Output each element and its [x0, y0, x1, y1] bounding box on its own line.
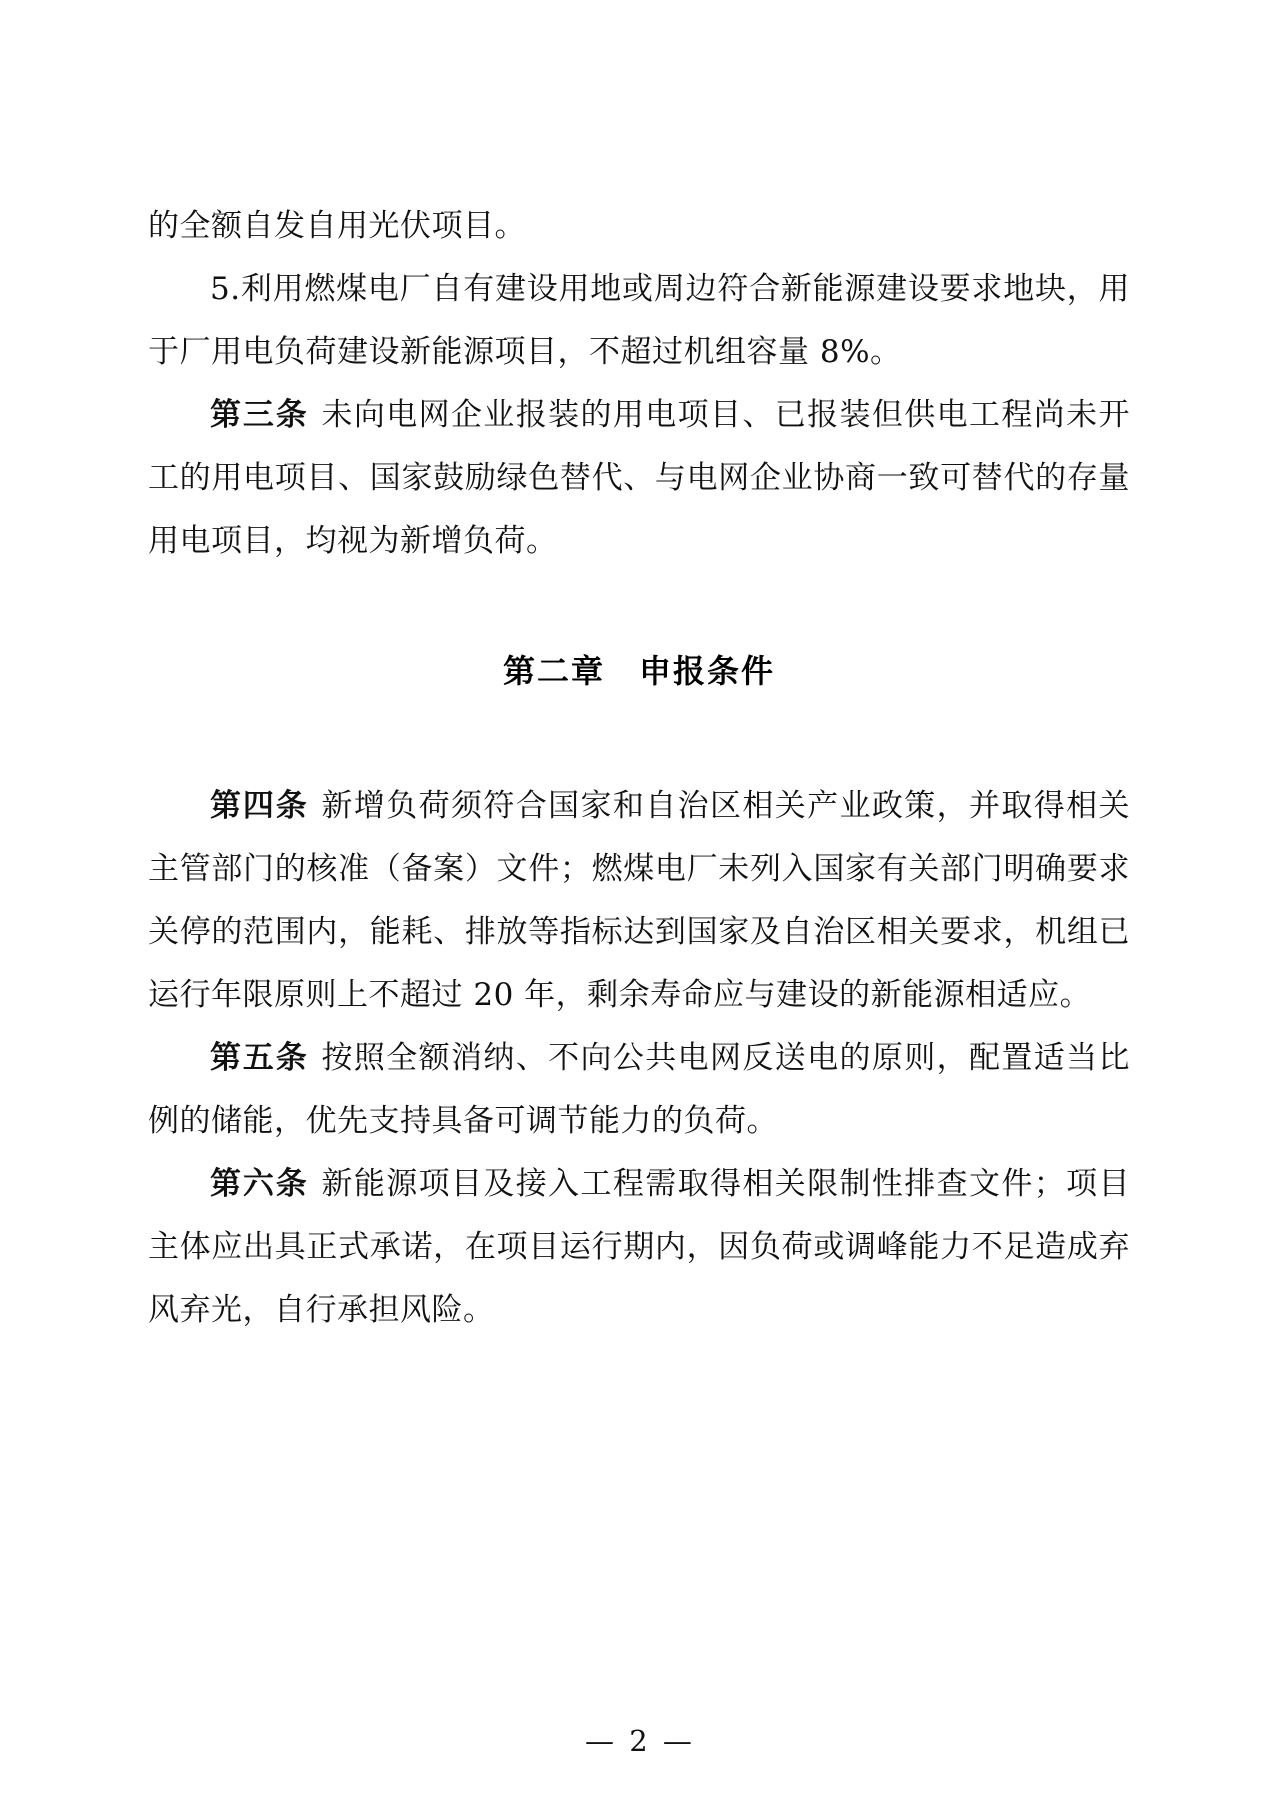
article-4-text: 新增负荷须符合国家和自治区相关产业政策，并取得相关主管部门的核准（备案）文件；燃煤电厂未列入国家有关部门明确要求关停的范围内，能耗、排放等指标达到国家及自治区相关要求，机组已运行年限原则上不超过 20 年，剩余寿命应与建设的新能源相适应。 [148, 788, 1130, 1013]
paragraph-article-6 [148, 1153, 1130, 1342]
article-3-text: 未向电网企业报装的用电项目、已报装但供电工程尚未开工的用电项目、国家鼓励绿色替代、与电网企业协商一致可替代的存量用电项目，均视为新增负荷。 [148, 397, 1130, 559]
paragraph-continuation: 的全额自发自用光伏项目。 [148, 208, 526, 244]
paragraph-article-4 [148, 775, 1130, 1027]
page-number: — 2 — [585, 1724, 695, 1758]
paragraph-item-5: 5.利用燃煤电厂自有建设用地或周边符合新能源建设要求地块，用于厂用电负荷建设新能源项目，不超过机组容量 8%。 [148, 271, 1130, 370]
article-6-label: 第六条 [210, 1166, 309, 1202]
chapter-heading [148, 645, 1130, 697]
page-footer [0, 1724, 1280, 1758]
article-4-label: 第四条 [210, 788, 309, 824]
article-5-text: 按照全额消纳、不向公共电网反送电的原则，配置适当比例的储能，优先支持具备可调节能力的负荷。 [148, 1040, 1130, 1139]
chapter-name: 申报条件 [639, 652, 776, 690]
chapter-number: 第二章 [502, 652, 605, 690]
paragraph-article-3 [148, 384, 1130, 573]
article-5-label: 第五条 [210, 1040, 309, 1076]
article-6-text: 新能源项目及接入工程需取得相关限制性排查文件；项目主体应出具正式承诺，在项目运行期内，因负荷或调峰能力不足造成弃风弃光，自行承担风险。 [148, 1166, 1130, 1328]
paragraph-article-5 [148, 1027, 1130, 1153]
article-3-label: 第三条 [210, 397, 309, 433]
